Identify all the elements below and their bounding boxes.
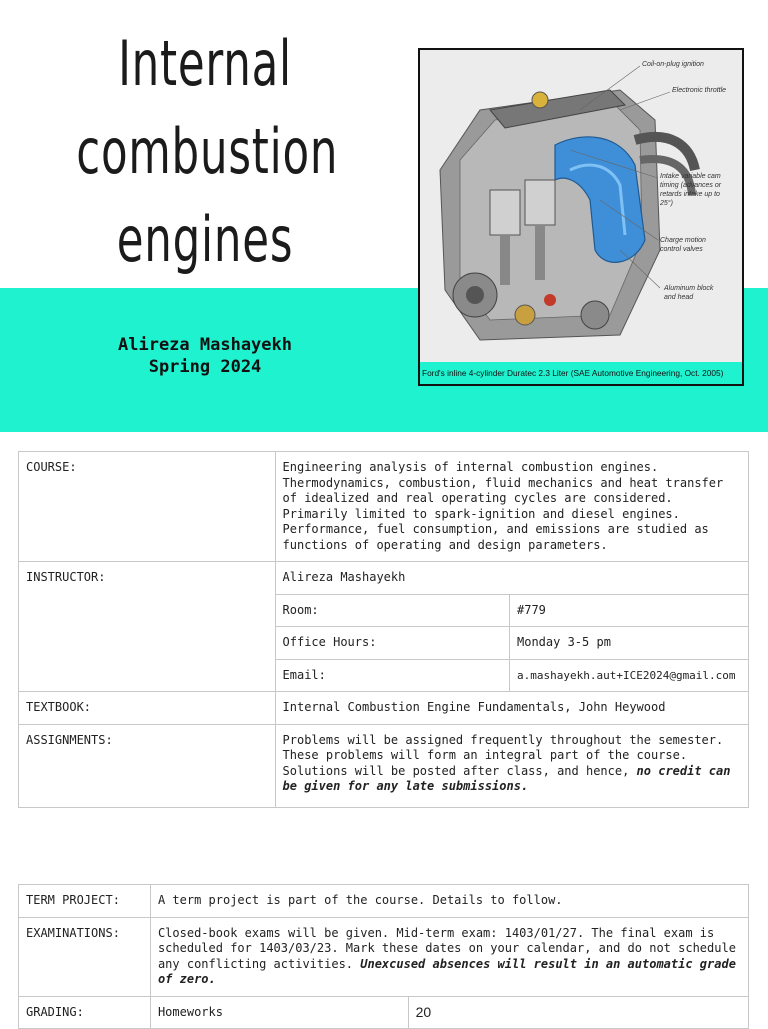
grading-value: 20 — [408, 996, 748, 1029]
term: Spring 2024 — [148, 357, 262, 377]
examinations-label: EXAMINATIONS: — [19, 917, 151, 996]
instructor-row — [19, 562, 749, 595]
examinations-description — [150, 917, 748, 996]
email-label: Email: — [275, 659, 509, 692]
instructor-name: Alireza Mashayekh — [275, 562, 748, 595]
course-description: Engineering analysis of internal combustion engines. Thermodynamics, combustion, fluid mechanics and heat transfer of idealized and real operating cycles are considered. Primarily limited to spark-ignition and diesel engines. Performance, fuel consumption, and emissions are studied as functions of operating and design parameters. — [275, 452, 748, 562]
document-title — [76, 20, 339, 284]
author-name: Alireza Mashayekh — [118, 335, 292, 355]
assignments-label: ASSIGNMENTS: — [19, 724, 276, 807]
examinations-emphasis: Unexcused absences will result in an automatic grade of zero. — [157, 956, 736, 986]
assignments-description — [275, 724, 748, 807]
grading-item: Homeworks — [150, 996, 408, 1029]
assignments-text: Problems will be assigned frequently throughout the semester. These problems will form an integral part of the course. Solutions will be posted after class, and hence, — [282, 732, 724, 778]
course-label: COURSE: — [19, 452, 276, 562]
office-hours-value: Monday 3-5 pm — [510, 627, 749, 660]
engine-figure — [418, 48, 744, 386]
course-row — [19, 452, 749, 562]
course-info-table — [18, 451, 749, 808]
textbook-label: TEXTBOOK: — [19, 692, 276, 725]
callout-aluminum-block: Aluminum block and head — [664, 285, 714, 301]
author-block — [60, 334, 350, 378]
callout-ignition: Coil-on-plug ignition — [642, 61, 704, 68]
assignments-row — [19, 724, 749, 807]
title-line-2: combustion — [76, 115, 339, 188]
term-project-row — [19, 885, 749, 918]
title-line-3: engines — [116, 203, 294, 276]
office-hours-label: Office Hours: — [275, 627, 509, 660]
callout-cam-timing: Intake variable cam timing (advances or retards intake up to 25°) — [660, 173, 722, 207]
examinations-row — [19, 917, 749, 996]
grading-label: GRADING: — [19, 996, 151, 1029]
callout-charge-motion: Charge motion control valves — [660, 237, 706, 253]
email-link[interactable]: a.mashayekh.aut+ICE2024@gmail.com — [510, 659, 749, 692]
figure-caption: Ford's inline 4-cylinder Duratec 2.3 Liter (SAE Automotive Engineering, Oct. 2005) — [420, 362, 744, 384]
policy-table — [18, 884, 749, 1029]
assignments-emphasis: no credit can be given for any late submissions. — [282, 763, 731, 793]
term-project-text: A term project is part of the course. Details to follow. — [150, 885, 748, 918]
room-label: Room: — [275, 594, 509, 627]
title-line-1: Internal — [118, 27, 292, 100]
textbook-row — [19, 692, 749, 725]
room-value: #779 — [510, 594, 749, 627]
textbook-value: Internal Combustion Engine Fundamentals, John Heywood — [275, 692, 748, 725]
callout-throttle: Electronic throttle — [672, 87, 727, 94]
instructor-label: INSTRUCTOR: — [19, 562, 276, 692]
examinations-text: Closed-book exams will be given. Mid-term exam: 1403/01/27. The final exam is scheduled for 1403/03/23. Mark these dates on your calendar, and do not schedule any conflicting activities. — [157, 925, 736, 971]
term-project-label: TERM PROJECT: — [19, 885, 151, 918]
